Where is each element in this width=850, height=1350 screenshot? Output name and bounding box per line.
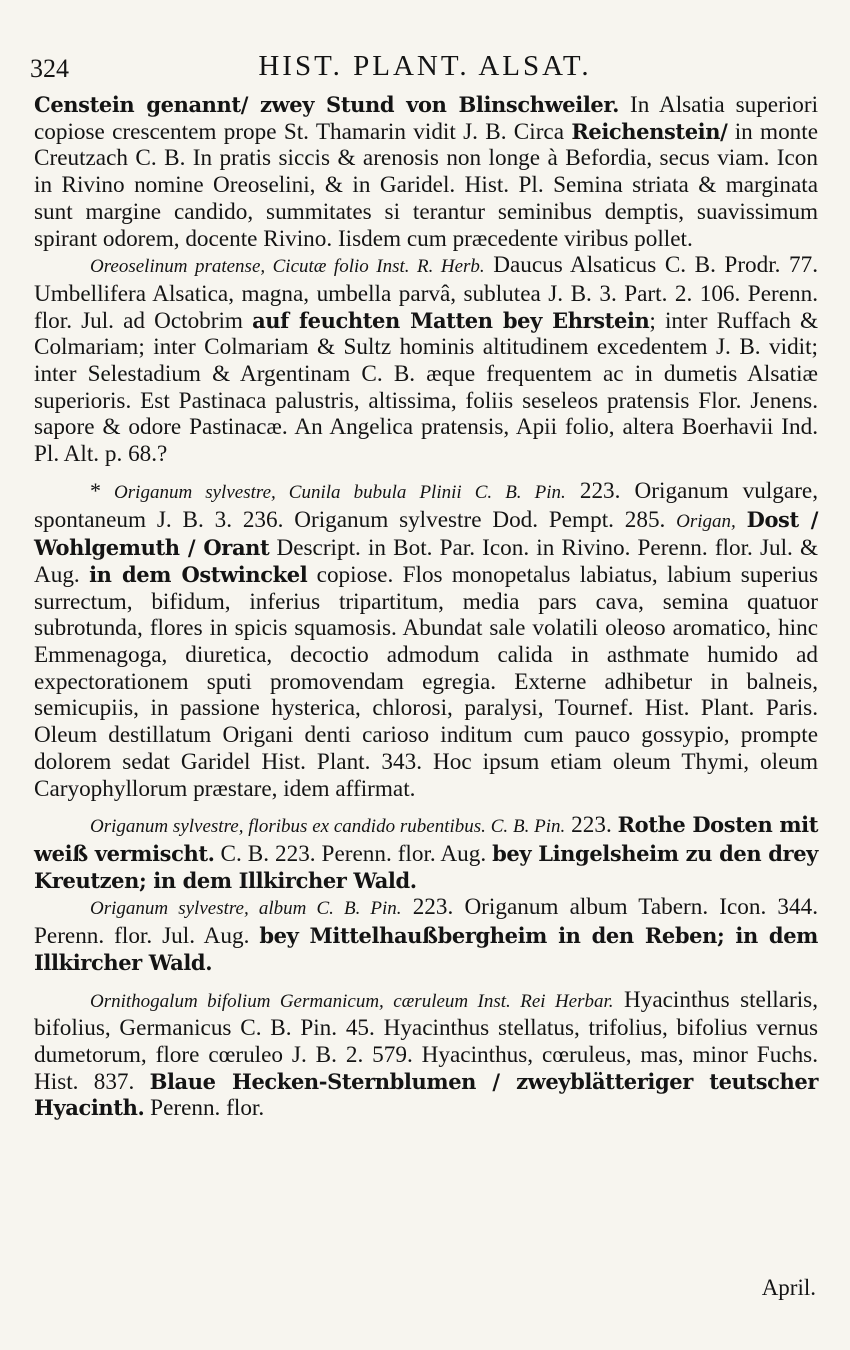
page-body: [34, 92, 818, 1122]
page-header: [30, 50, 820, 90]
roman-text: copiose. Flos monopetalus labiatus, labium superius surrectum, bifidum, inferius tripartitum, media pars cava, semina quatuor subrotunda, flores in spicis squamosis. Abundat sale volatili oleoso aromatico, hinc Emmenagoga, diuretica, decoctio admodum calida in asthmate humido ad expectorationem sputi promovendam egregia. Externe adhibetur in balneis, semicupiis, in passione hysterica, chlorosi, paralysi, Tournef. Hist. Plant. Paris. Oleum destillatum Origani denti carioso inditum cum pauco gossypio, prompte dolorem sedat Garidel Hist. Plant. 343. Hoc ipsum etiam oleum Thymi, oleum Caryophyllorum præstare, idem affirmat.: [34, 561, 819, 802]
roman-text: [736, 507, 747, 533]
italic-citation: Origan,: [676, 510, 736, 532]
fraktur-german-name: in dem Ostwinckel: [89, 561, 308, 587]
roman-text: in monte Creutzach C. B. In pratis siccis & arenosis non longe à Befordia, secus viam. Icon in Rivino nomine Oreoselini, & in Garidel. Hist. Pl. Semina striata & marginata sunt margine candido, summitates si terantur seminibus demptis, suavissimum spirant odorem, docente Rivino. Iisdem cum præcedente viribus pollet.: [34, 118, 818, 252]
roman-text: 223.: [565, 812, 618, 839]
entry-paragraph: [34, 478, 818, 802]
closing-catchword: April.: [761, 1275, 816, 1300]
fraktur-german-name: auf feuchten Matten bey Ehrstein: [252, 307, 650, 333]
roman-text: Daucus Alsaticus C. B. Prodr. 77. Umbellifera Alsatica, magna, umbella parvâ, sublutea J. B. 3. Part. 2. 106. Perenn. flor. Jul. ad Octobrim: [34, 252, 818, 334]
entry-paragraph: [34, 894, 818, 976]
roman-text: Hyacinthus stellaris, bifolius, Germanicus C. B. Pin. 45. Hyacinthus stellatus, trifolius, bifolius vernus dumetorum, flore cœruleo J. B. 2. 579. Hyacinthus, cœruleus, mas, minor Fuchs. Hist. 837.: [34, 986, 818, 1095]
roman-text: C. B. 223. Perenn. flor. Aug.: [214, 840, 493, 867]
entry-paragraph: [34, 252, 818, 468]
running-head: HIST. PLANT. ALSAT.: [258, 50, 592, 82]
italic-citation: Origanum sylvestre, album C. B. Pin.: [90, 898, 402, 920]
roman-text: 223. Origanum album Tabern. Icon. 344. Perenn. flor. Jul. Aug.: [34, 894, 819, 950]
italic-citation: Origanum sylvestre, Cunila bubula Plinii C. B. Pin.: [101, 481, 566, 503]
roman-text: ; inter Ruffach & Colmariam; inter Colmariam & Sultz hominis altitudinem excedentem J. B. vidit; inter Selestadium & Argentinam C. B. æque frequentem ac in dumetis Alsatiæ superioris. Est Pastinaca palustris, altissima, foliis seseleos pratensis Flor. Jenens. sapore & odore Pastinacæ. An Angelica pratensis, Apii folio, altera Boerhavii Ind. Pl. Alt. p. 68.?: [34, 307, 818, 468]
italic-citation: Ornithogalum bifolium Germanicum, cæruleum Inst. Rei Herbar.: [90, 990, 614, 1012]
entry-paragraph: [34, 812, 818, 894]
italic-citation: Origanum sylvestre, floribus ex candido rubentibus. C. B. Pin.: [90, 816, 566, 838]
fraktur-german-name: bey Lingelsheim zu den drey Kreutzen; in dem Illkircher Wald.: [34, 840, 818, 893]
fraktur-german-name: Dost / Wohlgemuth / Orant: [34, 506, 818, 561]
roman-text: 223. Origanum vulgare, spontaneum J. B. 3. 236. Origanum sylvestre Dod. Pempt. 285.: [34, 477, 819, 533]
fraktur-german-name: Reichenstein/: [571, 118, 728, 144]
entry-paragraph: [34, 92, 818, 252]
page-number: 324: [30, 54, 69, 83]
fraktur-german-name: Rothe Dosten mit weiß vermischt.: [34, 812, 819, 866]
fraktur-german-name: bey Mittelhaußbergheim in den Reben; in dem Illkircher Wald.: [34, 923, 818, 975]
roman-text: In Alsatia superiori copiose crescentem prope St. Thamarin vidit J. B. Circa: [34, 92, 819, 145]
entry-paragraph: [34, 987, 818, 1123]
asterisk-mark: *: [90, 477, 101, 503]
italic-citation: Oreoselinum pratense, Cicutæ folio Inst. R. Herb.: [90, 256, 485, 278]
roman-text: Perenn. flor.: [144, 1095, 265, 1122]
fraktur-german-name: Blaue Hecken-Sternblumen / zweyblätteriger teutscher Hyacinth.: [34, 1068, 818, 1121]
fraktur-german-name: Censtein genannt/ zwey Stund von Blinschweiler.: [34, 92, 620, 117]
roman-text: Descript. in Bot. Par. Icon. in Rivino. Perenn. flor. Jul. & Aug.: [34, 535, 818, 588]
